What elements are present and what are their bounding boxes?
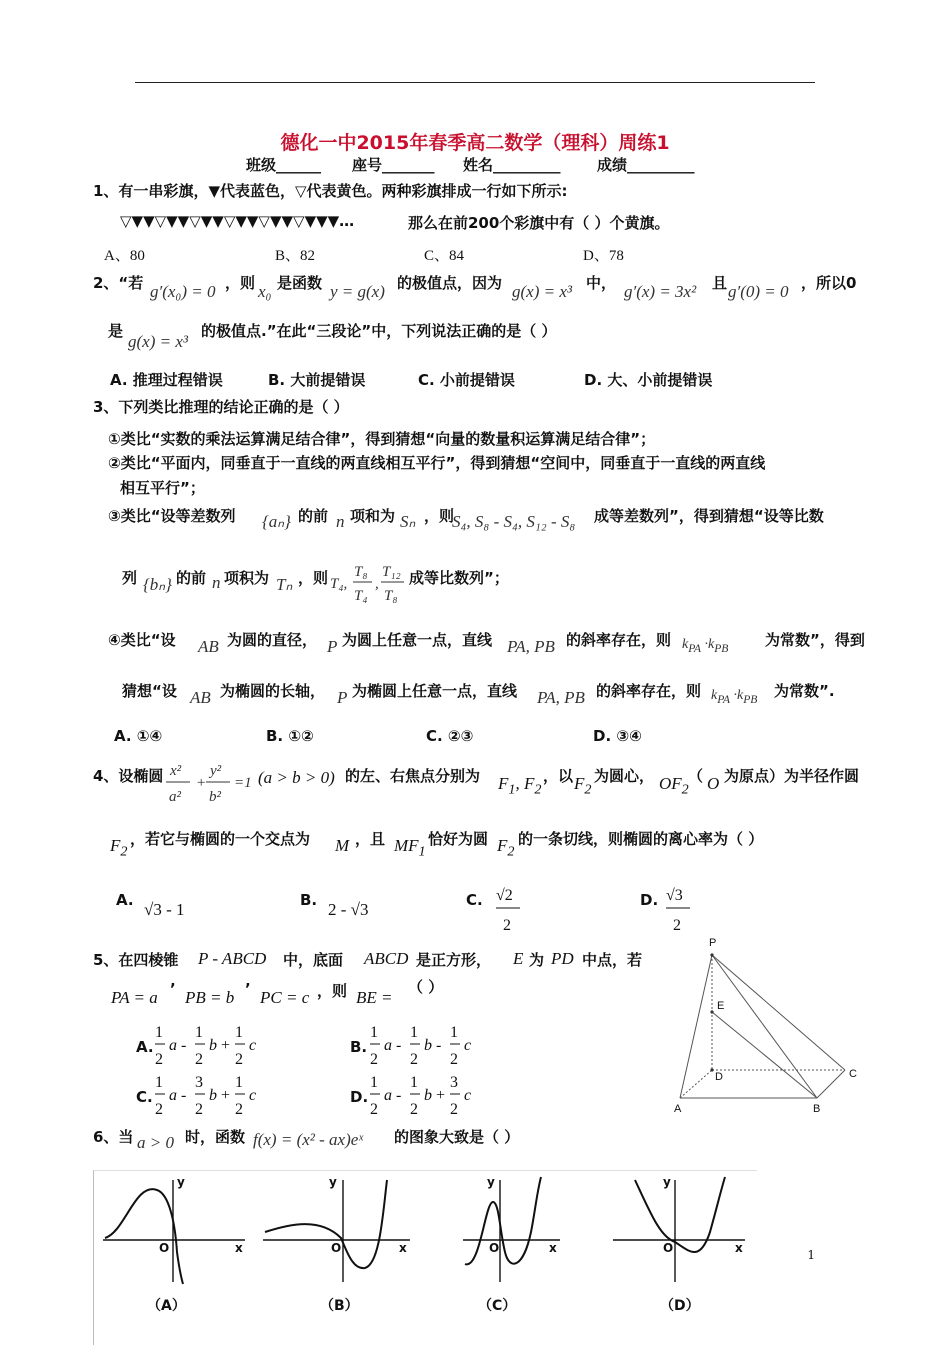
q4-text: 的一条切线，则椭圆的离心率为（ ） xyxy=(518,830,764,848)
q1-option-a: A、80 xyxy=(104,248,145,264)
q3-math: P xyxy=(337,688,348,707)
q5-math: PC = c xyxy=(260,988,310,1007)
score-field: 成绩_________ xyxy=(597,156,695,174)
q3-math: Sₙ xyxy=(400,512,416,531)
q1-option-d: D、78 xyxy=(583,248,624,264)
q5-text: 中点，若 xyxy=(582,951,643,969)
q2-text: 且 xyxy=(712,274,728,292)
q3-math: P xyxy=(327,637,338,656)
q4-ellipse-equation xyxy=(164,757,259,809)
q3-text: 为椭圆上任意一点，直线 xyxy=(352,682,518,700)
q5-option-b-label: B. xyxy=(350,1038,368,1056)
svg-text:a: a xyxy=(384,1087,392,1104)
graph-label-c: （C） xyxy=(478,1298,517,1314)
page-number: 1 xyxy=(807,1248,815,1262)
q3-text: 成等比数列”； xyxy=(409,569,509,587)
svg-text:+: + xyxy=(221,1037,231,1054)
q4-option-c-value xyxy=(494,880,524,936)
q5-text: 为 xyxy=(529,951,545,969)
q3-statement-4: ④类比“设 xyxy=(108,631,176,649)
svg-text:1: 1 xyxy=(155,1024,163,1041)
svg-text:2: 2 xyxy=(370,1101,378,1118)
q3-math: Tₙ xyxy=(276,575,293,594)
svg-text:√2: √2 xyxy=(496,887,513,904)
q5-math: ABCD xyxy=(364,949,409,968)
q3-math: PA, PB xyxy=(537,688,585,707)
q4-option-b-label: B. xyxy=(300,891,318,909)
svg-text:1: 1 xyxy=(235,1024,243,1041)
graph-label-a: （A） xyxy=(147,1298,186,1314)
q4-option-d-value xyxy=(664,880,694,936)
q5-option-a-label: A. xyxy=(136,1038,154,1056)
q3-option-a: A. ①④ xyxy=(114,727,163,745)
q2-option-c: C. 小前提错误 xyxy=(418,371,515,389)
svg-text:a: a xyxy=(169,1037,177,1054)
q3-stem: 3、下列类比推理的结论正确的是（ ） xyxy=(93,398,349,416)
q2-math: g(x) = x³ xyxy=(128,332,188,351)
svg-text:c: c xyxy=(249,1087,257,1104)
q4-option-c-label: C. xyxy=(466,891,483,909)
svg-text:y²: y² xyxy=(210,763,222,779)
q2-text: 2、“若 xyxy=(93,274,144,292)
q3-math: PA, PB xyxy=(507,637,555,656)
q2-option-a: A. 推理过程错误 xyxy=(110,371,223,389)
svg-text:2: 2 xyxy=(410,1051,418,1068)
q5-math: P - ABCD xyxy=(198,949,267,968)
q4-option-a-label: A. xyxy=(116,891,134,909)
svg-text:b: b xyxy=(424,1037,432,1054)
svg-text:,: , xyxy=(375,576,379,592)
svg-text:-: - xyxy=(396,1087,402,1104)
graph-label-b: （B） xyxy=(320,1298,359,1314)
q5-math: PD xyxy=(551,949,574,968)
svg-text:a: a xyxy=(384,1037,392,1054)
q4-text: 4、设椭圆 xyxy=(93,767,164,785)
q3-math: S₄, S₈ - S₄, S₁₂ - S₈ xyxy=(452,512,576,531)
svg-text:+: + xyxy=(196,775,207,791)
q5-option-c-expr xyxy=(155,1067,275,1123)
svg-text:y: y xyxy=(487,1175,495,1189)
q3-geometric-terms xyxy=(330,558,410,610)
q3-text: 的前 xyxy=(176,569,207,587)
q4-text: （ xyxy=(688,767,704,785)
q6-text: 6、当 xyxy=(93,1128,134,1146)
svg-text:2: 2 xyxy=(155,1051,163,1068)
svg-text:1: 1 xyxy=(370,1024,378,1041)
q6-graphs xyxy=(95,1172,755,1344)
svg-text:2: 2 xyxy=(450,1101,458,1118)
q3-text: 为圆的直径， xyxy=(227,631,318,649)
q3-option-b: B. ①② xyxy=(266,727,314,745)
svg-text:=1: =1 xyxy=(234,775,252,791)
q5-text: ，则 xyxy=(317,982,348,1000)
q3-text: 的前 xyxy=(298,507,329,525)
q5-text: 中，底面 xyxy=(283,951,344,969)
q3-math: {bₙ} xyxy=(143,575,172,594)
class-field: 班级______ xyxy=(246,156,322,174)
q3-text: ，则 xyxy=(424,507,455,525)
svg-text:2: 2 xyxy=(410,1101,418,1118)
q2-text: 的极值点，因为 xyxy=(397,274,503,292)
q4-text: 恰好为圆 xyxy=(428,830,489,848)
svg-text:y: y xyxy=(329,1175,337,1189)
seat-field: 座号_______ xyxy=(352,156,435,174)
svg-text:-: - xyxy=(436,1037,442,1054)
q6-math: f(x) = (x² - ax)eˣ xyxy=(253,1130,364,1149)
q2-math: x₀ xyxy=(258,282,272,301)
svg-text:1: 1 xyxy=(370,1074,378,1091)
q1-option-c: C、84 xyxy=(424,248,465,264)
q3-statement-2-cont: 相互平行”； xyxy=(120,479,205,497)
svg-text:1: 1 xyxy=(155,1074,163,1091)
q4-text: ，以 xyxy=(543,767,574,785)
name-field: 姓名_________ xyxy=(463,156,561,174)
q1-flags-tail: 那么在前200个彩旗中有（ ）个黄旗。 xyxy=(408,214,670,232)
q2-text: 是函数 xyxy=(277,274,323,292)
q3-text: 的斜率存在，则 xyxy=(596,682,702,700)
svg-text:T₈: T₈ xyxy=(354,564,368,580)
q5-option-d-expr xyxy=(370,1067,490,1123)
q2-math: y = g(x) xyxy=(330,282,385,301)
vertex-label-b: B xyxy=(813,1103,821,1115)
svg-text:c: c xyxy=(464,1087,472,1104)
svg-text:-: - xyxy=(181,1037,187,1054)
q5-text: 5、在四棱锥 xyxy=(93,951,179,969)
svg-text:O: O xyxy=(331,1241,342,1255)
page-title: 德化一中2015年春季高二数学（理科）周练1 xyxy=(280,132,670,154)
q6-text: 时，函数 xyxy=(185,1128,246,1146)
svg-text:b: b xyxy=(209,1087,217,1104)
vertex-label-e: E xyxy=(717,1000,725,1012)
q5-math: BE = xyxy=(356,988,393,1007)
q3-statement-3: ③类比“设等差数列 xyxy=(108,507,236,525)
q3-text: ，则 xyxy=(298,569,329,587)
q6-math: a > 0 xyxy=(137,1133,174,1152)
svg-text:-: - xyxy=(396,1037,402,1054)
q5-math: E xyxy=(513,949,524,968)
svg-text:x: x xyxy=(549,1241,557,1255)
q2-text: ，所以0 xyxy=(801,274,857,292)
vertex-label-a: A xyxy=(674,1103,682,1115)
svg-text:+: + xyxy=(221,1087,231,1104)
q4-text: ，若它与椭圆的一个交点为 xyxy=(130,830,311,848)
svg-text:x: x xyxy=(399,1241,407,1255)
vertex-label-c: C xyxy=(849,1068,857,1080)
svg-text:x²: x² xyxy=(170,763,182,779)
svg-text:O: O xyxy=(663,1241,674,1255)
q5-option-d-label: D. xyxy=(350,1088,369,1106)
svg-text:2: 2 xyxy=(235,1101,243,1118)
top-rule xyxy=(135,82,815,83)
svg-text:2: 2 xyxy=(450,1051,458,1068)
q3-text: 列 xyxy=(122,569,138,587)
q2-math: g′(0) = 0 xyxy=(728,282,789,301)
q3-option-c: C. ②③ xyxy=(426,727,474,745)
svg-text:√3: √3 xyxy=(666,887,683,904)
q5-text: （ ） xyxy=(408,978,444,996)
svg-text:2: 2 xyxy=(155,1101,163,1118)
svg-text:2: 2 xyxy=(235,1051,243,1068)
q3-statement-2: ②类比“平面内，同垂直于一直线的两直线相互平行”，得到猜想“空间中，同垂直于一直线的两直线 xyxy=(108,454,766,472)
q3-text: 为圆上任意一点，直线 xyxy=(342,631,493,649)
q5-math: PA = a xyxy=(111,988,158,1007)
q2-option-b: B. 大前提错误 xyxy=(268,371,366,389)
q2-text: 的极值点.”在此“三段论”中，下列说法正确的是（ ） xyxy=(201,322,557,340)
svg-text:x: x xyxy=(735,1241,743,1255)
q6-text: 的图象大致是（ ） xyxy=(394,1128,520,1146)
svg-text:b: b xyxy=(424,1087,432,1104)
svg-text:T₄: T₄ xyxy=(354,588,368,604)
graph-label-d: （D） xyxy=(660,1298,700,1314)
svg-text:3: 3 xyxy=(450,1074,458,1091)
svg-text:2: 2 xyxy=(195,1051,203,1068)
q2-text: ，则 xyxy=(225,274,256,292)
svg-text:2: 2 xyxy=(503,917,511,934)
q1-stem: 1、有一串彩旗，▼代表蓝色，▽代表黄色。两种彩旗排成一行如下所示: xyxy=(93,182,568,200)
q5-option-b-expr xyxy=(370,1017,490,1073)
q4-text: 的左、右焦点分别为 xyxy=(345,767,481,785)
svg-text:2: 2 xyxy=(370,1051,378,1068)
svg-text:O: O xyxy=(159,1241,170,1255)
q1-option-b: B、82 xyxy=(275,248,316,264)
svg-text:T₄,: T₄, xyxy=(330,576,348,592)
svg-text:c: c xyxy=(249,1037,257,1054)
svg-text:x: x xyxy=(235,1241,243,1255)
q2-text: 中， xyxy=(586,274,617,292)
q4-text: 为圆心， xyxy=(594,767,655,785)
q3-text: 为常数”，得到 xyxy=(765,631,865,649)
q2-math: g′(x) = 3x² xyxy=(624,282,697,301)
svg-text:2: 2 xyxy=(673,917,681,934)
q2-math: g′(x₀) = 0 xyxy=(150,282,216,301)
q5-text: 是正方形， xyxy=(416,951,492,969)
q3-math: AB xyxy=(198,637,219,656)
q2-math: g(x) = x³ xyxy=(512,282,572,301)
q5-option-c-label: C. xyxy=(136,1088,153,1106)
svg-text:c: c xyxy=(464,1037,472,1054)
svg-text:1: 1 xyxy=(195,1024,203,1041)
q4-math: (a > b > 0) xyxy=(258,768,335,787)
q4-option-d-label: D. xyxy=(640,891,659,909)
svg-text:-: - xyxy=(181,1087,187,1104)
svg-text:1: 1 xyxy=(235,1074,243,1091)
q3-text: 项和为 xyxy=(350,507,396,525)
svg-text:+: + xyxy=(436,1087,446,1104)
svg-text:2: 2 xyxy=(195,1101,203,1118)
q3-option-d: D. ③④ xyxy=(593,727,642,745)
q2-text: 是 xyxy=(108,322,124,340)
q5-math: PB = b xyxy=(185,988,235,1007)
pyramid-figure xyxy=(665,930,870,1120)
q3-text: 猜想“设 xyxy=(122,682,177,700)
svg-text:a²: a² xyxy=(169,789,181,805)
q3-text: 为常数”. xyxy=(774,682,835,700)
svg-text:a: a xyxy=(169,1087,177,1104)
vertex-label-d: D xyxy=(715,1071,723,1083)
q5-option-a-expr xyxy=(155,1017,275,1073)
svg-text:b: b xyxy=(209,1037,217,1054)
q3-text: 成等差数列”，得到猜想“设等比数 xyxy=(594,507,824,525)
svg-text:T₁₂: T₁₂ xyxy=(382,564,401,580)
q4-text: ，且 xyxy=(355,830,386,848)
q3-math: {aₙ} xyxy=(262,512,291,531)
q3-math: AB xyxy=(190,688,211,707)
svg-text:3: 3 xyxy=(195,1074,203,1091)
svg-text:T₈: T₈ xyxy=(384,588,398,604)
q3-math: n xyxy=(336,512,345,531)
svg-text:1: 1 xyxy=(410,1024,418,1041)
q3-statement-1: ①类比“实数的乘法运算满足结合律”，得到猜想“向量的数量积运算满足结合律”； xyxy=(108,430,656,448)
q3-text: 为椭圆的长轴， xyxy=(220,682,326,700)
svg-text:O: O xyxy=(489,1241,500,1255)
svg-text:y: y xyxy=(663,1175,671,1189)
q1-flags: ▽▼▼▽▼▼▽▼▼▽▼▼▽▼▼▽▼▼▼… xyxy=(120,212,355,230)
q4-text: 为原点）为半径作圆 xyxy=(724,767,860,785)
q3-text: 项积为 xyxy=(224,569,270,587)
svg-text:1: 1 xyxy=(450,1024,458,1041)
svg-text:b²: b² xyxy=(209,789,221,805)
svg-text:y: y xyxy=(177,1175,185,1189)
q2-option-d: D. 大、小前提错误 xyxy=(584,371,713,389)
svg-text:1: 1 xyxy=(410,1074,418,1091)
q3-text: 的斜率存在，则 xyxy=(566,631,672,649)
vertex-label-p: P xyxy=(709,937,717,949)
